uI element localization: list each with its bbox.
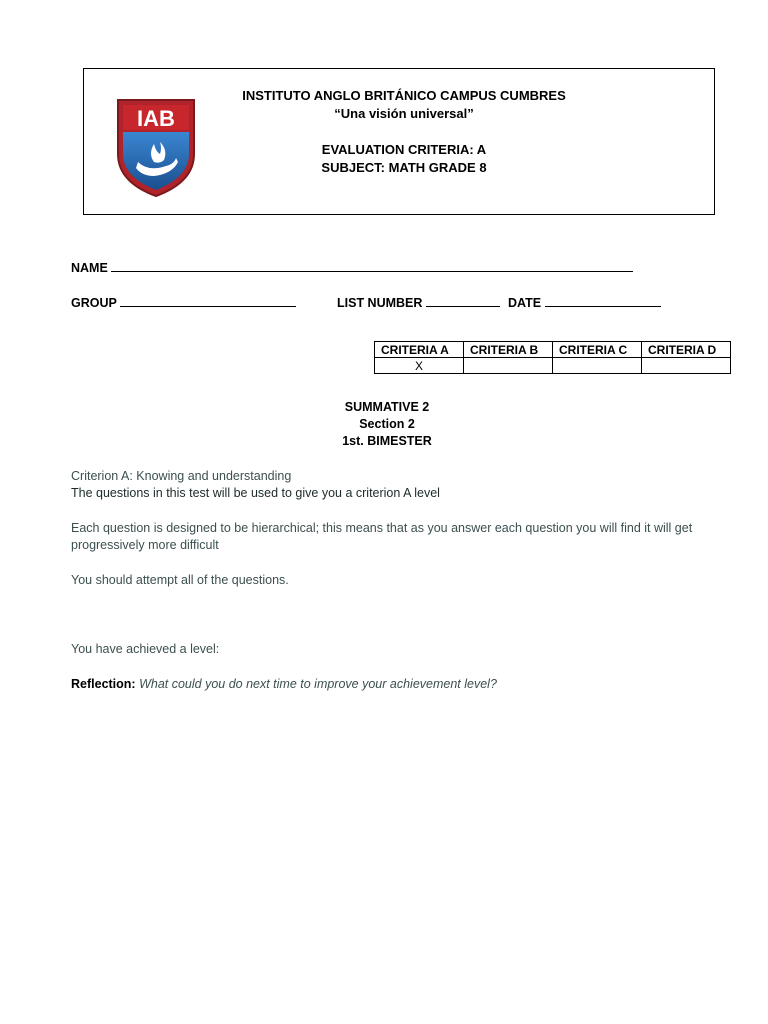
criterion-block (71, 468, 721, 502)
name-row (71, 260, 633, 275)
date-field[interactable] (545, 295, 661, 307)
period-label: 1st. BIMESTER (342, 434, 432, 448)
reflection-question: What could you do next time to improve your achievement level? (139, 677, 497, 691)
header-text (204, 87, 604, 177)
evaluation-criteria: EVALUATION CRITERIA: A (321, 142, 487, 157)
summative-title: SUMMATIVE 2 (344, 400, 430, 414)
school-name: INSTITUTO ANGLO BRITÁNICO CAMPUS CUMBRES (242, 88, 566, 103)
school-motto: “Una visión universal” (334, 106, 474, 121)
criteria-c-mark (553, 358, 642, 374)
criteria-a-header: CRITERIA A (375, 342, 464, 358)
criteria-table (374, 341, 731, 374)
criteria-b-header: CRITERIA B (464, 342, 553, 358)
group-label: GROUP (71, 296, 117, 310)
criteria-a-mark: X (375, 358, 464, 374)
reflection-label: Reflection: (71, 677, 136, 691)
list-number-label: LIST NUMBER (337, 296, 423, 310)
svg-text:IAB: IAB (137, 106, 175, 131)
school-logo (114, 96, 198, 200)
criteria-d-header: CRITERIA D (642, 342, 731, 358)
name-field[interactable] (111, 260, 633, 272)
achieved-level: You have achieved a level: (71, 642, 220, 656)
section-label: Section 2 (359, 417, 415, 431)
criterion-title: Criterion A: Knowing and understanding (71, 469, 292, 483)
criteria-d-mark (642, 358, 731, 374)
group-field[interactable] (120, 295, 296, 307)
summative-block (287, 399, 487, 450)
attempt-paragraph: You should attempt all of the questions. (71, 573, 289, 587)
criteria-c-header: CRITERIA C (553, 342, 642, 358)
criteria-marks-row (375, 358, 731, 374)
criteria-b-mark (464, 358, 553, 374)
name-label: NAME (71, 261, 108, 275)
subject: SUBJECT: MATH GRADE 8 (321, 160, 487, 175)
list-number-row (337, 295, 500, 310)
header-box (83, 68, 715, 215)
date-label: DATE (508, 296, 542, 310)
date-row (508, 295, 661, 310)
reflection-line (71, 676, 721, 693)
hierarchy-paragraph: Each question is designed to be hierarchical; this means that as you answer each question you will find it will get progressively more difficult (71, 521, 693, 552)
group-row (71, 295, 296, 310)
list-number-field[interactable] (426, 295, 500, 307)
criterion-purpose: The questions in this test will be used to give you a criterion A level (71, 486, 440, 500)
criteria-header-row (375, 342, 731, 358)
